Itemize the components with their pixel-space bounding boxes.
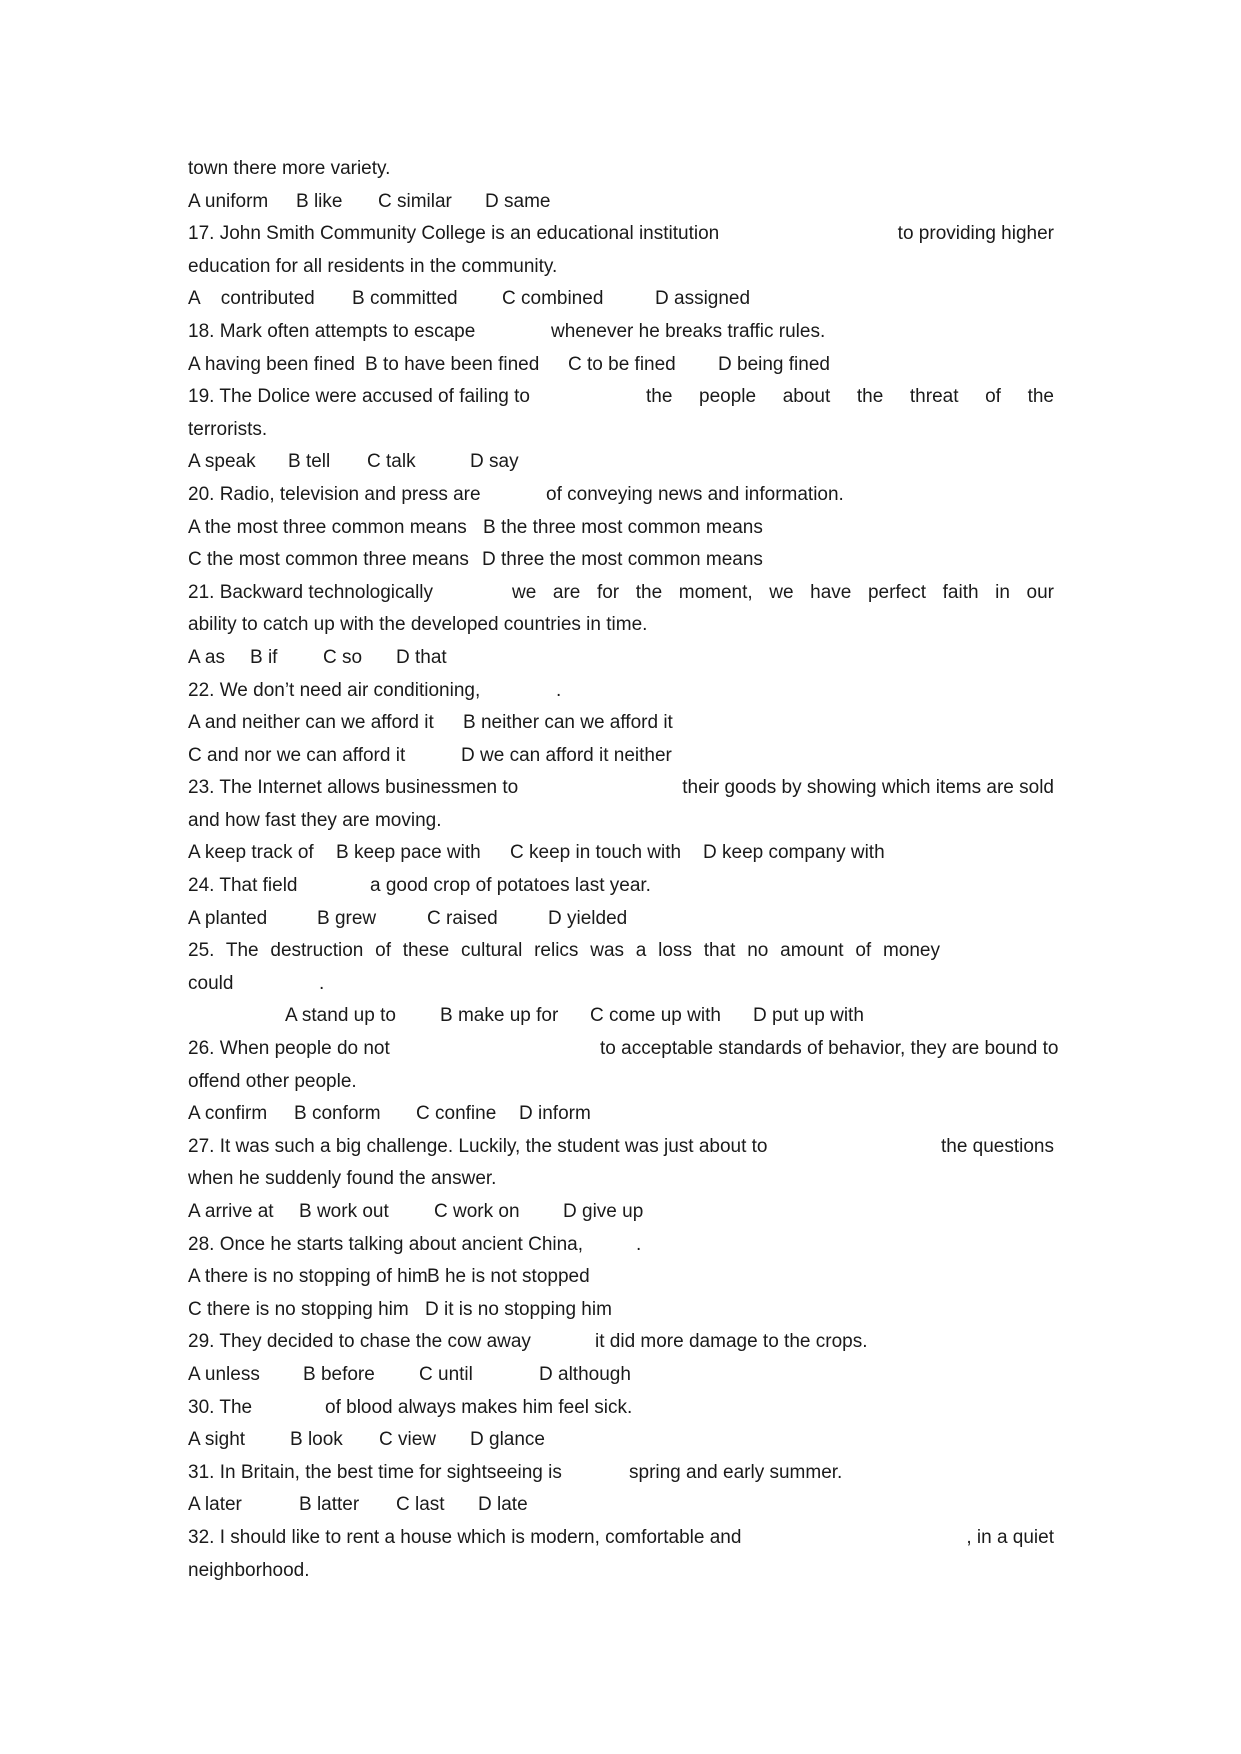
q30-stem: [188, 1392, 1054, 1425]
q17-options: [188, 283, 1054, 316]
option: B before: [303, 1363, 375, 1385]
option: B the three most common means: [483, 516, 763, 538]
option: A planted: [188, 907, 268, 929]
q25-stem: [188, 935, 1054, 968]
q29-options: [188, 1359, 1054, 1392]
option: C raised: [427, 907, 498, 929]
option: B committed: [352, 288, 458, 310]
stem-text: 18. Mark often attempts to escape: [188, 320, 476, 342]
option: A speak: [188, 451, 256, 473]
q28-stem: [188, 1229, 1054, 1262]
option: A as: [188, 646, 225, 668]
q21-options: [188, 642, 1054, 675]
stem-text: of conveying news and information.: [546, 483, 844, 505]
q18-stem: [188, 316, 1054, 349]
q26-stem: [188, 1033, 1059, 1066]
q20-stem: [188, 479, 1054, 512]
option: D being fined: [718, 353, 830, 375]
option: C confine: [416, 1103, 497, 1125]
stem-text: 17. John Smith Community College is an educational institution: [188, 223, 720, 245]
stem-text: their goods by showing which items are sold: [682, 777, 1054, 799]
option: C view: [379, 1429, 437, 1451]
stem-text: 25. The destruction of these cultural relics was a loss that no amount of money: [188, 940, 940, 962]
line-text: town there more variety.: [188, 158, 391, 179]
option: A there is no stopping of him: [188, 1266, 428, 1288]
stem-text: .: [636, 1233, 642, 1255]
q20-options-row2: [188, 544, 1054, 577]
q28-options-row1: [188, 1261, 1054, 1294]
option: A sight: [188, 1429, 246, 1451]
stem-text: 22. We don’t need air conditioning,: [188, 679, 481, 701]
stem-text: 19. The Dolice were accused of failing to: [188, 386, 530, 408]
option: A contributed: [188, 288, 315, 310]
option: D put up with: [753, 1005, 864, 1027]
stem-text: .: [556, 679, 562, 701]
line-text: ability to catch up with the developed countries in time.: [188, 614, 648, 636]
q31-options: [188, 1489, 1054, 1522]
q22-options-row2: [188, 740, 1054, 773]
stem-text: 20. Radio, television and press are: [188, 483, 481, 505]
q32-stem: [188, 1522, 1054, 1555]
line-text: when he suddenly found the answer.: [188, 1168, 497, 1190]
option: D that: [396, 646, 447, 668]
q30-options: [188, 1424, 1054, 1457]
stem-text: 23. The Internet allows businessmen to: [188, 777, 519, 799]
option: A the most three common means: [188, 516, 467, 538]
option: D it is no stopping him: [425, 1298, 612, 1320]
stem-text: of blood always makes him feel sick.: [325, 1396, 633, 1418]
line-text: neighborhood.: [188, 1559, 310, 1581]
option: B work out: [299, 1201, 389, 1222]
option: D although: [539, 1363, 631, 1385]
q23-options: [188, 837, 1054, 870]
option: C and nor we can afford it: [188, 744, 406, 766]
stem-text: it did more damage to the crops.: [595, 1331, 868, 1353]
option: B keep pace with: [336, 842, 481, 864]
option: B neither can we afford it: [463, 712, 673, 734]
option: A arrive at: [188, 1201, 274, 1222]
q27-options: [188, 1196, 1054, 1229]
option: C last: [396, 1494, 445, 1516]
q25-options: [188, 1000, 1054, 1033]
option: B grew: [317, 907, 377, 929]
option: B latter: [299, 1494, 360, 1516]
q18-options: [188, 349, 1054, 382]
stem-text: could: [188, 972, 234, 994]
option: C keep in touch with: [510, 842, 682, 864]
option: A unless: [188, 1363, 260, 1385]
q28-options-row2: [188, 1294, 1054, 1327]
option: D glance: [470, 1429, 545, 1451]
stem-text: a good crop of potatoes last year.: [370, 875, 651, 897]
option: A confirm: [188, 1103, 268, 1125]
option: A uniform: [188, 190, 269, 212]
option: A later: [188, 1494, 242, 1516]
stem-text: to providing higher: [897, 223, 1054, 245]
option: A having been fined: [188, 353, 355, 375]
option: B to have been fined: [365, 353, 540, 375]
q21-stem: [188, 577, 1054, 610]
stem-text: spring and early summer.: [629, 1461, 843, 1483]
option: C work on: [434, 1201, 520, 1222]
stem-text: 32. I should like to rent a house which is modern, comfortable and: [188, 1526, 742, 1548]
stem-text: 28. Once he starts talking about ancient China,: [188, 1233, 584, 1255]
option: C combined: [502, 288, 604, 310]
option: D same: [485, 190, 551, 212]
q25-stem-cont: [188, 968, 1054, 1001]
option: C there is no stopping him: [188, 1298, 409, 1320]
option: B conform: [294, 1103, 381, 1125]
q23-stem: [188, 772, 1054, 805]
line-text: and how fast they are moving.: [188, 809, 442, 831]
option: A and neither can we afford it: [188, 712, 434, 734]
stem-text: , in a quiet: [966, 1526, 1054, 1548]
exam-page: [188, 153, 1059, 1587]
option: C come up with: [590, 1005, 721, 1027]
q29-stem: [188, 1326, 1054, 1359]
q17-stem: [188, 218, 1054, 251]
q27-stem: [188, 1131, 1054, 1164]
option: C to be fined: [568, 353, 676, 375]
q24-stem: [188, 870, 1054, 903]
option: B tell: [288, 451, 331, 473]
option: D assigned: [655, 288, 751, 310]
q19-stem: [188, 381, 1054, 414]
q20-options-row1: [188, 512, 1054, 545]
stem-text: 31. In Britain, the best time for sightseeing is: [188, 1461, 562, 1483]
option: C until: [419, 1363, 473, 1385]
option: D inform: [519, 1103, 591, 1125]
q31-stem: [188, 1457, 1054, 1490]
stem-text: 30. The: [188, 1396, 253, 1418]
stem-text: 24. That field: [188, 875, 298, 897]
stem-text: the people about the threat of the: [646, 386, 1054, 408]
option: D say: [470, 451, 519, 473]
q16-options: [188, 186, 1054, 219]
option: B if: [250, 646, 278, 668]
option: D late: [478, 1494, 528, 1516]
q22-stem: [188, 675, 1054, 708]
option: C the most common three means: [188, 549, 469, 571]
option: D keep company with: [703, 842, 885, 864]
option: B he is not stopped: [427, 1266, 590, 1288]
q19-options: [188, 446, 1054, 479]
q26-options: [188, 1098, 1054, 1131]
option: C so: [323, 646, 363, 668]
stem-text: 29. They decided to chase the cow away: [188, 1331, 531, 1353]
option: D give up: [563, 1201, 644, 1222]
q22-options-row1: [188, 707, 1054, 740]
option: D three the most common means: [482, 549, 763, 571]
stem-text: the questions: [940, 1135, 1054, 1157]
option: C talk: [367, 451, 416, 473]
stem-text: whenever he breaks traffic rules.: [551, 320, 826, 342]
option: D we can afford it neither: [461, 744, 672, 766]
option: A keep track of: [188, 842, 314, 864]
option: B make up for: [440, 1005, 559, 1027]
line-text: education for all residents in the community.: [188, 255, 558, 277]
stem-text: we are for the moment, we have perfect faith in our: [512, 581, 1054, 603]
line-text: terrorists.: [188, 418, 268, 440]
q24-options: [188, 903, 1054, 936]
stem-text: .: [319, 972, 325, 994]
stem-text: 26. When people do not: [188, 1038, 390, 1060]
option: B look: [290, 1429, 343, 1451]
stem-text: to acceptable standards of behavior, they are bound to: [600, 1038, 1059, 1060]
option: B like: [296, 190, 343, 212]
option: C similar: [378, 190, 452, 212]
line-text: offend other people.: [188, 1070, 357, 1092]
option: A stand up to: [285, 1005, 396, 1027]
option: D yielded: [548, 907, 628, 929]
stem-text: 27. It was such a big challenge. Luckily, the student was just about to: [188, 1135, 768, 1157]
stem-text: 21. Backward technologically: [188, 581, 434, 603]
